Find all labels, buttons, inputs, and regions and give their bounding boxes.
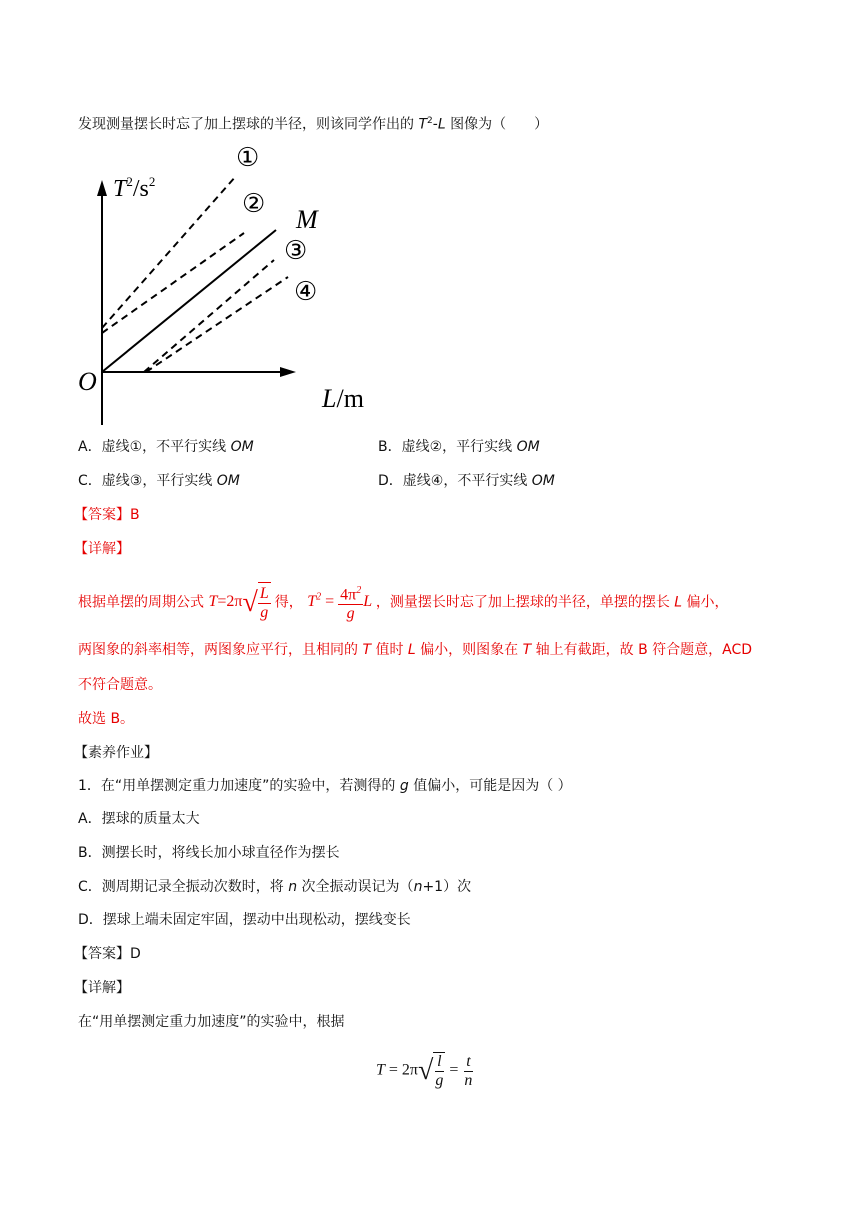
section-title: 【素养作业】 (74, 745, 158, 761)
stem-dash: - (432, 116, 438, 133)
line-label-4: ④ (294, 277, 318, 307)
explanation-line-3: 不符合题意。 (78, 677, 162, 693)
f1-under (258, 582, 271, 623)
q1-option-b: B．测摆长时，将线长加小球直径作为摆长 (78, 845, 340, 861)
f2-L: L (363, 593, 372, 611)
f2-sup: 2 (316, 592, 322, 603)
exp-text-a: 根据单摆的周期公式 (78, 594, 204, 611)
stem-text-after: 图像为（ ） (450, 116, 549, 133)
f2-den: g (346, 605, 355, 623)
explanation-line-1 (78, 578, 729, 623)
explanation-line-2 (78, 640, 752, 660)
detail-label-1: 【详解】 (74, 541, 130, 557)
line-label-3: ③ (284, 236, 308, 266)
f1-eq: =2π (217, 593, 243, 611)
f1-T: T (208, 593, 218, 611)
option-d-text: D．虚线④，不平行实线 (378, 473, 532, 489)
formula-t2 (307, 585, 376, 623)
f2-eq: = (321, 593, 339, 611)
answer-2-label: 【答案】 (74, 946, 130, 962)
q1-option-a: A．摆球的质量太大 (78, 811, 200, 827)
stem-L: L (437, 116, 446, 133)
exp-text-c: ，测量摆长时忘了加上摆球的半径，单摆的摆长 (375, 594, 675, 611)
y-axis-label: $T^2/s^2$ (113, 174, 156, 202)
solid-line-om (102, 230, 276, 372)
radical-sign: √ (242, 586, 258, 618)
stem-sup: 2 (427, 116, 433, 126)
option-a-om: OM (230, 439, 254, 455)
option-b-om: OM (516, 439, 540, 455)
f1-frac (258, 585, 271, 622)
fc-num-t: t (466, 1052, 471, 1070)
exp-text-d: 偏小， (682, 594, 729, 611)
f1-den: g (260, 603, 269, 621)
q1-option-c (78, 877, 471, 897)
exp-L: L (674, 594, 683, 611)
formula-period (208, 584, 274, 621)
dashed-line-3 (144, 260, 274, 372)
line-label-2: ② (242, 189, 266, 219)
option-b-text: B．虚线②，平行实线 (378, 439, 517, 455)
option-b (378, 437, 540, 457)
q1-optc-b: 次全振动误记为（ (297, 879, 414, 895)
f2-num-text: 4π (340, 586, 357, 604)
exp2-c: 偏小，则图象在 (415, 642, 523, 658)
answer-2-value: D (130, 946, 141, 962)
fc-frac2 (462, 1053, 474, 1090)
q1-detail-text: 在“用单摆测定重力加速度”的实验中，根据 (78, 1014, 345, 1030)
answer-2 (74, 944, 141, 964)
origin-label: O (78, 367, 97, 396)
answer-1-value: B (130, 507, 140, 523)
y-axis-arrow (97, 180, 107, 196)
option-c-om: OM (216, 473, 240, 489)
fc-radical-sign: √ (418, 1055, 434, 1086)
q1-optc-n2: n (413, 879, 423, 895)
exp2-L: L (407, 642, 416, 658)
answer-1-label: 【答案】 (74, 507, 130, 523)
exp2-d: 轴上有截距，故 B 符合题意，ACD (531, 642, 753, 658)
line-label-1: ① (236, 143, 260, 173)
f1-sqrt (242, 582, 270, 623)
q1-stem-a: 1．在“用单摆测定重力加速度”的实验中，若测得的 (78, 778, 400, 794)
fc-frac1 (433, 1053, 445, 1090)
stem-T: T (418, 116, 428, 133)
option-d (378, 471, 555, 491)
q1-option-d: D．摆球上端未固定牢固，摆动中出现松动，摆线变长 (78, 912, 411, 928)
q1-stem-b: 值偏小，可能是因为（ ） (408, 778, 572, 794)
detail-label-2: 【详解】 (74, 980, 130, 996)
q1-optc-c: +1）次 (422, 879, 472, 895)
fc-under (433, 1052, 445, 1090)
fc-eq1: = 2π (384, 1061, 419, 1079)
fc-num-l: l (437, 1053, 442, 1070)
question-stem (78, 111, 548, 135)
dashed-line-4 (146, 277, 288, 372)
f2-frac (338, 582, 363, 623)
explanation-line-4: 故选 B。 (78, 711, 135, 727)
formula-center (376, 1052, 474, 1090)
fc-den-g: g (435, 1072, 444, 1089)
x-axis-label: L/m (322, 384, 364, 413)
option-a (78, 437, 254, 457)
fc-den-n: n (464, 1071, 473, 1089)
option-a-text: A．虚线①，不平行实线 (78, 439, 231, 455)
exp2-T: T (362, 642, 372, 658)
t2-l-graph (66, 138, 386, 430)
f2-num-sup: 2 (356, 585, 362, 596)
fc-T: T (376, 1061, 385, 1079)
stem-text: 发现测量摆长时忘了加上摆球的半径，则该同学作出的 (78, 116, 414, 133)
exp2-b: 值时 (371, 642, 408, 658)
f1-num: L (259, 584, 269, 602)
q1-stem (78, 776, 572, 796)
exp2-T2: T (522, 642, 532, 658)
f2-T: T (307, 593, 317, 611)
x-axis-arrow (280, 367, 296, 377)
dashed-line-2 (102, 233, 244, 333)
fc-sqrt (418, 1052, 445, 1090)
q1-optc-a: C．测周期记录全振动次数时，将 (78, 879, 289, 895)
line-m-label: M (296, 205, 318, 234)
option-c (78, 471, 240, 491)
option-d-om: OM (531, 473, 555, 489)
exp2-a: 两图象的斜率相等，两图象应平行，且相同的 (78, 642, 363, 658)
fc-eq2: = (445, 1061, 463, 1079)
option-c-text: C．虚线③，平行实线 (78, 473, 217, 489)
q1-stem-g: g (399, 778, 409, 794)
exp-text-b: 得， (274, 594, 303, 611)
q1-optc-n: n (288, 879, 298, 895)
f2-num (338, 582, 363, 605)
answer-1 (74, 505, 140, 525)
